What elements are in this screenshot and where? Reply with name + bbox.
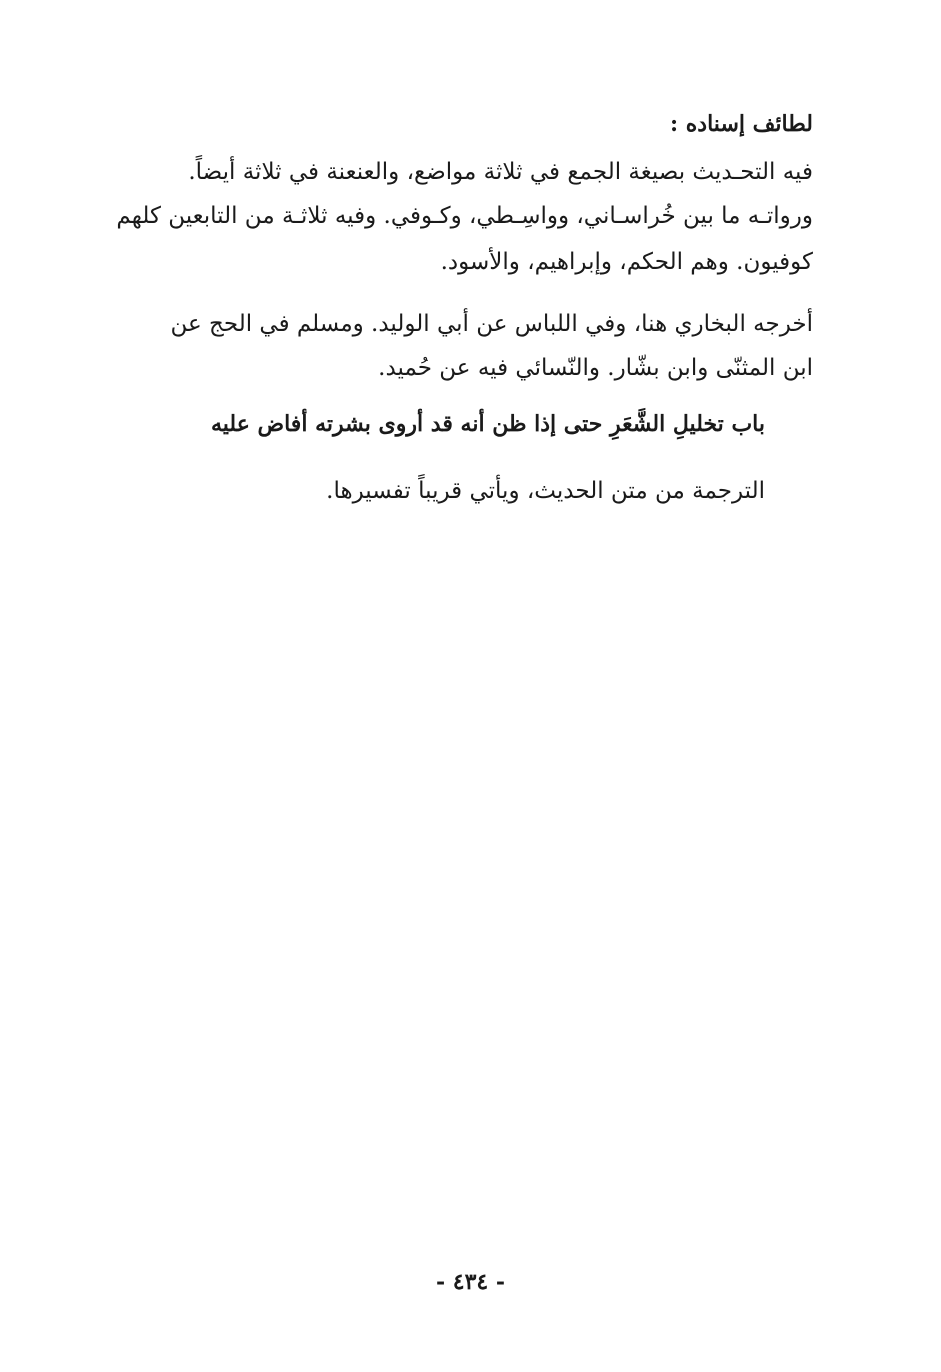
chapter-title: باب تخليلِ الشَّعَرِ حتى إذا ظن أنه قد أروى بشرته أفاض عليه [211, 411, 765, 437]
paragraph-line: أخرجه البخاري هنا، وفي اللباس عن أبي الوليد. ومسلم في الحج عن [170, 311, 813, 337]
page-number: - ٤٣٤ - [435, 1269, 506, 1295]
paragraph-line: ورواتـه ما بين خُراسـاني، وواسِـطي، وكـوفي. وفيه ثلاثـة من التابعين كلهم [116, 203, 813, 229]
chapter-note: الترجمة من متن الحديث، ويأتي قريباً تفسيرها. [326, 478, 765, 504]
paragraph-line: ابن المثنّى وابن بشّار. والنّسائي فيه عن حُميد. [378, 355, 813, 381]
section-heading: لطائف إسناده : [670, 111, 813, 137]
paragraph-line: فيه التحـديث بصيغة الجمع في ثلاثة مواضع، والعنعنة في ثلاثة أيضاً. [188, 159, 813, 185]
paragraph-line: كوفيون. وهم الحكم، وإبراهيم، والأسود. [440, 249, 813, 275]
